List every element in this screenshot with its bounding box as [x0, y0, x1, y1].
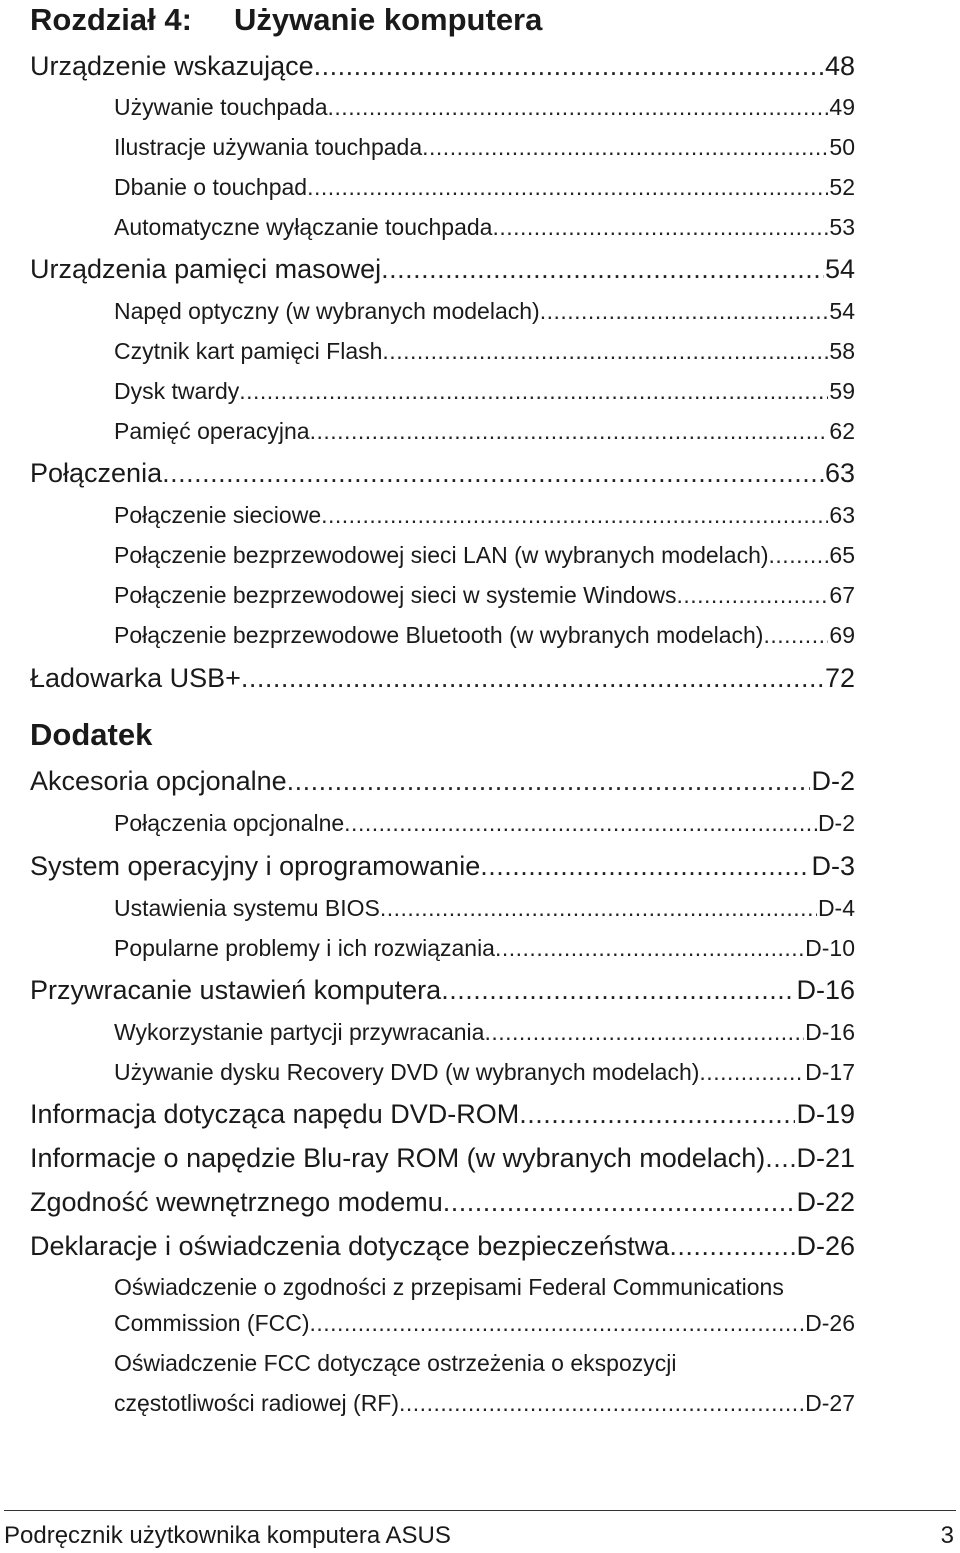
toc-entry[interactable]: [114, 1385, 855, 1421]
dot-leader: [669, 1226, 795, 1266]
dot-leader: [314, 46, 824, 86]
dot-leader: [310, 1305, 805, 1341]
entry-title: Informacja dotycząca napędu DVD-ROM: [30, 1099, 520, 1129]
entry-title: Wykorzystanie partycji przywracania: [114, 1019, 485, 1045]
toc-entry[interactable]: [114, 1305, 855, 1341]
entry-page: D-2: [811, 766, 855, 796]
entry-title: System operacyjny i oprogramowanie: [30, 851, 481, 881]
entry-title: Używanie dysku Recovery DVD (w wybranych modelach): [114, 1059, 700, 1085]
entry-title: Przywracanie ustawień komputera: [30, 975, 442, 1005]
dot-leader: [287, 761, 811, 801]
toc-entry[interactable]: [114, 930, 855, 966]
dot-leader: [769, 537, 829, 573]
toc-entry[interactable]: [114, 805, 855, 841]
entry-title: Połączenia opcjonalne: [114, 810, 345, 836]
footer-divider: [4, 1510, 956, 1511]
entry-page: D-26: [805, 1310, 855, 1336]
entry-title: Urządzenie wskazujące: [30, 51, 314, 81]
entry-page: 72: [824, 663, 855, 693]
entry-page: 54: [829, 298, 855, 324]
dot-leader: [399, 1385, 804, 1421]
toc-entry[interactable]: [30, 249, 855, 289]
toc-entry[interactable]: [30, 658, 855, 698]
entry-title: Commission (FCC): [114, 1310, 310, 1336]
entry-page: 62: [829, 418, 855, 444]
toc-entry[interactable]: [114, 537, 855, 573]
toc-entry[interactable]: [114, 333, 855, 369]
dot-leader: [382, 333, 828, 369]
entry-page: D-3: [811, 851, 855, 881]
toc-entry[interactable]: [114, 293, 855, 329]
entry-title-line1: Oświadczenie FCC dotyczące ostrzeżenia o ekspozycji: [114, 1350, 677, 1376]
entry-page: 58: [829, 338, 855, 364]
dot-leader: [492, 209, 828, 245]
dot-leader: [381, 249, 824, 289]
entry-title: Używanie touchpada: [114, 94, 328, 120]
toc-entry[interactable]: [30, 46, 855, 86]
entry-title: Zgodność wewnętrznego modemu: [30, 1187, 443, 1217]
dot-leader: [676, 577, 828, 613]
entry-title: Połączenie bezprzewodowej sieci LAN (w wybranych modelach): [114, 542, 769, 568]
toc-entry[interactable]: [30, 1138, 855, 1178]
entry-title: Deklaracje i oświadczenia dotyczące bezpieczeństwa: [30, 1231, 670, 1261]
entry-page: D-21: [796, 1143, 855, 1173]
entry-title: Ilustracje używania touchpada: [114, 134, 423, 160]
entry-page: 69: [829, 622, 855, 648]
toc-entry[interactable]: [114, 373, 855, 409]
dot-leader: [162, 453, 824, 493]
entry-page: 49: [829, 94, 855, 120]
entry-title: Dbanie o touchpad: [114, 174, 308, 200]
entry-page: 53: [829, 214, 855, 240]
toc-entry[interactable]: [114, 413, 855, 449]
entry-title: Połączenie sieciowe: [114, 502, 322, 528]
entry-title: Informacje o napędzie Blu-ray ROM (w wybranych modelach): [30, 1143, 766, 1173]
dot-leader: [241, 658, 824, 698]
dot-leader: [239, 373, 828, 409]
entry-title: Dysk twardy: [114, 378, 240, 404]
dot-leader: [310, 413, 829, 449]
entry-page: D-27: [805, 1390, 855, 1416]
entry-page: 65: [829, 542, 855, 568]
entry-page: D-4: [817, 895, 855, 921]
entry-page: 52: [829, 174, 855, 200]
entry-title: Akcesoria opcjonalne: [30, 766, 287, 796]
entry-page: D-26: [796, 1231, 855, 1261]
dot-leader: [441, 970, 795, 1010]
toc-entry[interactable]: [114, 617, 855, 653]
entry-page: 63: [824, 458, 855, 488]
entry-page: D-2: [817, 810, 855, 836]
entry-title: Połączenia: [30, 458, 163, 488]
entry-page: 67: [829, 582, 855, 608]
entry-title: Urządzenia pamięci masowej: [30, 254, 382, 284]
entry-page: D-19: [796, 1099, 855, 1129]
entry-title: Połączenie bezprzewodowe Bluetooth (w wybranych modelach): [114, 622, 764, 648]
entry-title: częstotliwości radiowej (RF): [114, 1390, 400, 1416]
entry-title: Pamięć operacyjna: [114, 418, 310, 444]
toc-entry[interactable]: [30, 970, 855, 1010]
dot-leader: [480, 846, 810, 886]
toc-entry[interactable]: [114, 1014, 855, 1050]
entry-page: 50: [829, 134, 855, 160]
chapter-number: Rozdział 4:: [30, 2, 192, 37]
entry-title: Ładowarka USB+: [30, 663, 241, 693]
toc-entry[interactable]: [114, 890, 855, 926]
entry-title: Automatyczne wyłączanie touchpada: [114, 214, 493, 240]
dot-leader: [699, 1054, 804, 1090]
entry-page: 59: [829, 378, 855, 404]
entry-title: Popularne problemy i ich rozwiązania: [114, 935, 495, 961]
entry-title-line1: Oświadczenie o zgodności z przepisami Federal Communications: [114, 1274, 784, 1300]
dot-leader: [380, 890, 817, 926]
dot-leader: [328, 89, 829, 125]
entry-title: Ustawienia systemu BIOS: [114, 895, 380, 921]
toc-entry[interactable]: [114, 169, 855, 205]
entry-title: Napęd optyczny (w wybranych modelach): [114, 298, 540, 324]
entry-page: 63: [829, 502, 855, 528]
entry-page: D-16: [796, 975, 855, 1005]
dot-leader: [765, 1138, 795, 1178]
toc-entry[interactable]: [114, 577, 855, 613]
entry-page: D-22: [796, 1187, 855, 1217]
dot-leader: [519, 1094, 795, 1134]
toc-entry[interactable]: [30, 761, 855, 801]
toc-entry[interactable]: [114, 497, 855, 533]
toc-entry[interactable]: [30, 1226, 855, 1266]
chapter-title: Używanie komputera: [234, 2, 543, 37]
footer-title: Podręcznik użytkownika komputera ASUS: [4, 1522, 451, 1549]
toc-entry[interactable]: [114, 129, 855, 165]
dot-leader: [443, 1182, 796, 1222]
dot-leader: [307, 169, 828, 205]
toc-entry[interactable]: [30, 453, 855, 493]
entry-page: D-10: [805, 935, 855, 961]
entry-title: Połączenie bezprzewodowej sieci w systemie Windows: [114, 582, 677, 608]
toc-entry[interactable]: [114, 1054, 855, 1090]
dot-leader: [484, 1014, 804, 1050]
page-number: 3: [940, 1522, 954, 1549]
chapter-heading: [30, 0, 542, 40]
entry-title: Czytnik kart pamięci Flash: [114, 338, 383, 364]
dot-leader: [344, 805, 817, 841]
entry-page: D-17: [805, 1059, 855, 1085]
entry-page: 54: [824, 254, 855, 284]
toc-entry[interactable]: [114, 89, 855, 125]
entry-page: 48: [824, 51, 855, 81]
dot-leader: [422, 129, 828, 165]
dot-leader: [321, 497, 828, 533]
toc-entry[interactable]: [30, 1094, 855, 1134]
toc-entry[interactable]: [30, 846, 855, 886]
toc-entry[interactable]: [114, 209, 855, 245]
dot-leader: [540, 293, 829, 329]
dot-leader: [763, 617, 828, 653]
entry-page: D-16: [805, 1019, 855, 1045]
toc-entry[interactable]: [30, 1182, 855, 1222]
appendix-heading: Dodatek: [30, 717, 153, 752]
dot-leader: [495, 930, 804, 966]
